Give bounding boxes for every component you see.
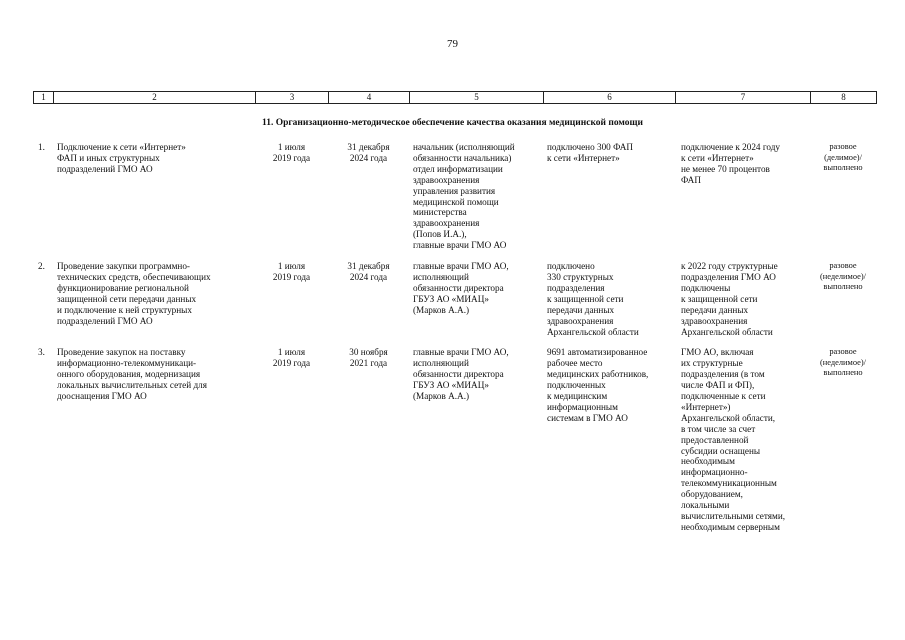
header-col-7: 7 — [676, 92, 811, 104]
status: разовое (неделимое)/ выполнено — [820, 347, 866, 378]
measure-name: Подключение к сети «Интернет» ФАП и иных структурных подразделений ГМО АО — [57, 142, 186, 174]
result: 9691 автоматизированное рабочее место медицинских работников, подключенных к медицинским информационным системам в ГМО АО — [547, 347, 649, 423]
measures-table — [33, 142, 876, 543]
page-number: 79 — [447, 38, 458, 50]
header-col-5: 5 — [410, 92, 544, 104]
result: подключено 330 структурных подразделения к защищенной сети передачи данных здравоохранения Архангельской области — [547, 261, 639, 337]
header-col-1: 1 — [34, 92, 54, 104]
responsible: главные врачи ГМО АО, исполняющий обязанности директора ГБУЗ АО «МИАЦ» (Марков А.А.) — [413, 347, 509, 402]
start-date: 1 июля 2019 года — [272, 347, 311, 369]
section-title: 11. Организационно-методическое обеспечение качества оказания медицинской помощи — [261, 118, 644, 128]
end-date: 31 декабря 2024 года — [347, 142, 390, 163]
responsible: начальник (исполняющий обязанности начальника) отдел информатизации здравоохранения управления развития медицинской помощи министерства здравоохранения (Попов И.А.), главные врачи ГМО АО — [413, 142, 515, 251]
result: подключено 300 ФАП к сети «Интернет» — [547, 142, 634, 163]
table-row — [33, 261, 876, 347]
end-date: 31 декабря 2024 года — [347, 261, 390, 282]
measure-name: Проведение закупок на поставку информационно-телекоммуникаци- онного оборудования, модернизация локальных вычислительных сетей для дооснащения ГМО АО — [57, 347, 207, 402]
row-number: 3. — [38, 347, 45, 358]
header-col-4: 4 — [329, 92, 410, 104]
responsible: главные врачи ГМО АО, исполняющий обязанности директора ГБУЗ АО «МИАЦ» (Марков А.А.) — [413, 261, 509, 315]
row-number: 2. — [38, 261, 45, 272]
end-date: 30 ноября 2021 года — [349, 347, 388, 369]
start-date: 1 июля 2019 года — [272, 142, 311, 163]
header-col-8: 8 — [811, 92, 877, 104]
measure-name: Проведение закупки программно- технических средств, обеспечивающих функционирование региональной защищенной сети передачи данных и подключение к ней структурных подразделений ГМО АО — [57, 261, 211, 326]
indicator: подключение к 2024 году к сети «Интернет» не менее 70 процентов ФАП — [681, 142, 780, 185]
status: разовое (делимое)/ выполнено — [823, 142, 863, 172]
indicator: ГМО АО, включая их структурные подразделения (в том числе ФАП и ФП), подключенные к сети «Интернет») Архангельской области, в том числе за счет предоставленной субсидии оснащены необходимым информационно- телекоммуникационным оборудованием, локальными вычислительными сетями, необходимым серверным — [681, 347, 786, 532]
table-row — [33, 347, 876, 542]
table-row — [33, 142, 876, 261]
row-number: 1. — [38, 142, 45, 152]
header-col-2: 2 — [54, 92, 256, 104]
indicator: к 2022 году структурные подразделения ГМО АО подключены к защищенной сети передачи данных здравоохранения Архангельской области — [681, 261, 778, 337]
column-number-header — [33, 91, 877, 104]
start-date: 1 июля 2019 года — [272, 261, 311, 282]
header-col-6: 6 — [544, 92, 676, 104]
header-col-3: 3 — [256, 92, 329, 104]
status: разовое (неделимое)/ выполнено — [820, 261, 866, 292]
